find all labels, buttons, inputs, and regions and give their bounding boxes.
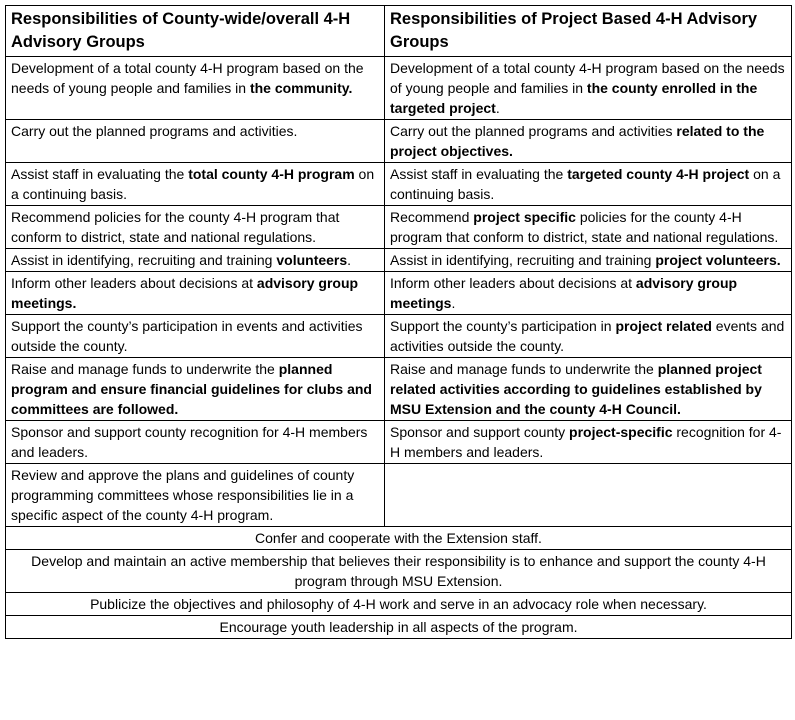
county-wide-cell	[6, 206, 385, 249]
table-row	[6, 163, 792, 206]
project-based-cell	[385, 163, 792, 206]
cell-text: Inform other leaders about decisions at	[390, 275, 636, 291]
shared-responsibility-cell: Publicize the objectives and philosophy of 4-H work and serve in an advocacy role when necessary.	[6, 593, 792, 616]
shared-row	[6, 616, 792, 639]
emphasis-text: project related	[615, 318, 712, 334]
cell-text: Assist in identifying, recruiting and training	[390, 252, 656, 268]
county-wide-cell	[6, 315, 385, 358]
cell-text: Raise and manage funds to underwrite the	[390, 361, 658, 377]
emphasis-text: project volunteers.	[655, 252, 781, 268]
table-header-row	[6, 6, 792, 57]
cell-text: events and activities outside the county.	[390, 318, 785, 354]
shared-responsibility-cell: Develop and maintain an active membership that believes their responsibility is to enhance and support the county 4-H program through MSU Extension.	[6, 550, 792, 593]
table-row	[6, 272, 792, 315]
cell-text: Development of a total county 4-H program based on the needs of young people and families in	[390, 60, 785, 96]
project-based-cell	[385, 120, 792, 163]
table-row	[6, 421, 792, 464]
county-wide-cell	[6, 421, 385, 464]
project-based-cell	[385, 421, 792, 464]
emphasis-text: advisory group meetings.	[11, 275, 359, 311]
shared-responsibilities	[6, 527, 792, 639]
cell-text: .	[495, 100, 500, 116]
shared-row	[6, 550, 792, 593]
table-row	[6, 206, 792, 249]
table-row	[6, 120, 792, 163]
table-row	[6, 249, 792, 272]
emphasis-text: total county 4-H program	[188, 166, 355, 182]
emphasis-text: related to the project objectives.	[390, 123, 765, 159]
emphasis-text: targeted county 4-H project	[567, 166, 750, 182]
cell-text: Inform other leaders about decisions at	[11, 275, 257, 291]
cell-text: .	[347, 252, 352, 268]
emphasis-text: volunteers	[276, 252, 348, 268]
cell-text: Assist in identifying, recruiting and training	[11, 252, 277, 268]
cell-text: policies for the county 4-H program that conform to district, state and national regulations.	[390, 209, 779, 245]
cell-text: Sponsor and support county	[390, 424, 570, 440]
comparison-rows	[6, 57, 792, 527]
project-based-cell	[385, 464, 792, 527]
header-project-based: Responsibilities of Project Based 4-H Advisory Groups	[385, 6, 792, 57]
shared-responsibility-cell: Confer and cooperate with the Extension staff.	[6, 527, 792, 550]
project-based-cell	[385, 272, 792, 315]
cell-text: Raise and manage funds to underwrite the	[11, 361, 279, 377]
table-row	[6, 315, 792, 358]
cell-text: Assist staff in evaluating the	[390, 166, 568, 182]
table-row	[6, 57, 792, 120]
cell-text: Support the county’s participation in	[390, 318, 616, 334]
cell-text: .	[451, 295, 456, 311]
header-county-wide: Responsibilities of County-wide/overall 4-H Advisory Groups	[6, 6, 385, 57]
cell-text: Review and approve the plans and guidelines of county programming committees whose responsibilities lie in a specific aspect of the county 4-H program.	[11, 467, 355, 523]
county-wide-cell	[6, 120, 385, 163]
emphasis-text: the community.	[249, 80, 353, 96]
cell-text: Carry out the planned programs and activities.	[11, 123, 298, 139]
cell-text: recognition for 4-H members and leaders.	[390, 424, 782, 460]
shared-responsibility-cell: Encourage youth leadership in all aspects of the program.	[6, 616, 792, 639]
cell-text: Support the county’s participation in events and activities outside the county.	[11, 318, 363, 354]
project-based-cell	[385, 57, 792, 120]
county-wide-cell	[6, 57, 385, 120]
emphasis-text: planned project related activities according to guidelines established by MSU Extension and the county 4-H Council.	[390, 361, 762, 417]
county-wide-cell	[6, 464, 385, 527]
cell-text: on a continuing basis.	[11, 166, 375, 202]
shared-row	[6, 593, 792, 616]
emphasis-text: advisory group meetings	[390, 275, 738, 311]
table-row	[6, 358, 792, 421]
project-based-cell	[385, 206, 792, 249]
cell-text: Sponsor and support county recognition for 4-H members and leaders.	[11, 424, 368, 460]
responsibilities-table	[5, 5, 792, 639]
emphasis-text: planned program and ensure financial guidelines for clubs and committees are followed.	[11, 361, 372, 417]
emphasis-text: the county enrolled in the targeted project	[390, 80, 758, 116]
project-based-cell	[385, 249, 792, 272]
county-wide-cell	[6, 249, 385, 272]
cell-text: Recommend policies for the county 4-H program that conform to district, state and national regulations.	[11, 209, 340, 245]
cell-text: Assist staff in evaluating the	[11, 166, 189, 182]
emphasis-text: project specific	[473, 209, 576, 225]
cell-text: on a continuing basis.	[390, 166, 781, 202]
cell-text: Carry out the planned programs and activities	[390, 123, 677, 139]
shared-row	[6, 527, 792, 550]
cell-text: Development of a total county 4-H program based on the needs of young people and families in	[11, 60, 364, 96]
county-wide-cell	[6, 163, 385, 206]
cell-text: Recommend	[390, 209, 474, 225]
table-row	[6, 464, 792, 527]
project-based-cell	[385, 358, 792, 421]
county-wide-cell	[6, 358, 385, 421]
emphasis-text: project-specific	[569, 424, 673, 440]
project-based-cell	[385, 315, 792, 358]
county-wide-cell	[6, 272, 385, 315]
